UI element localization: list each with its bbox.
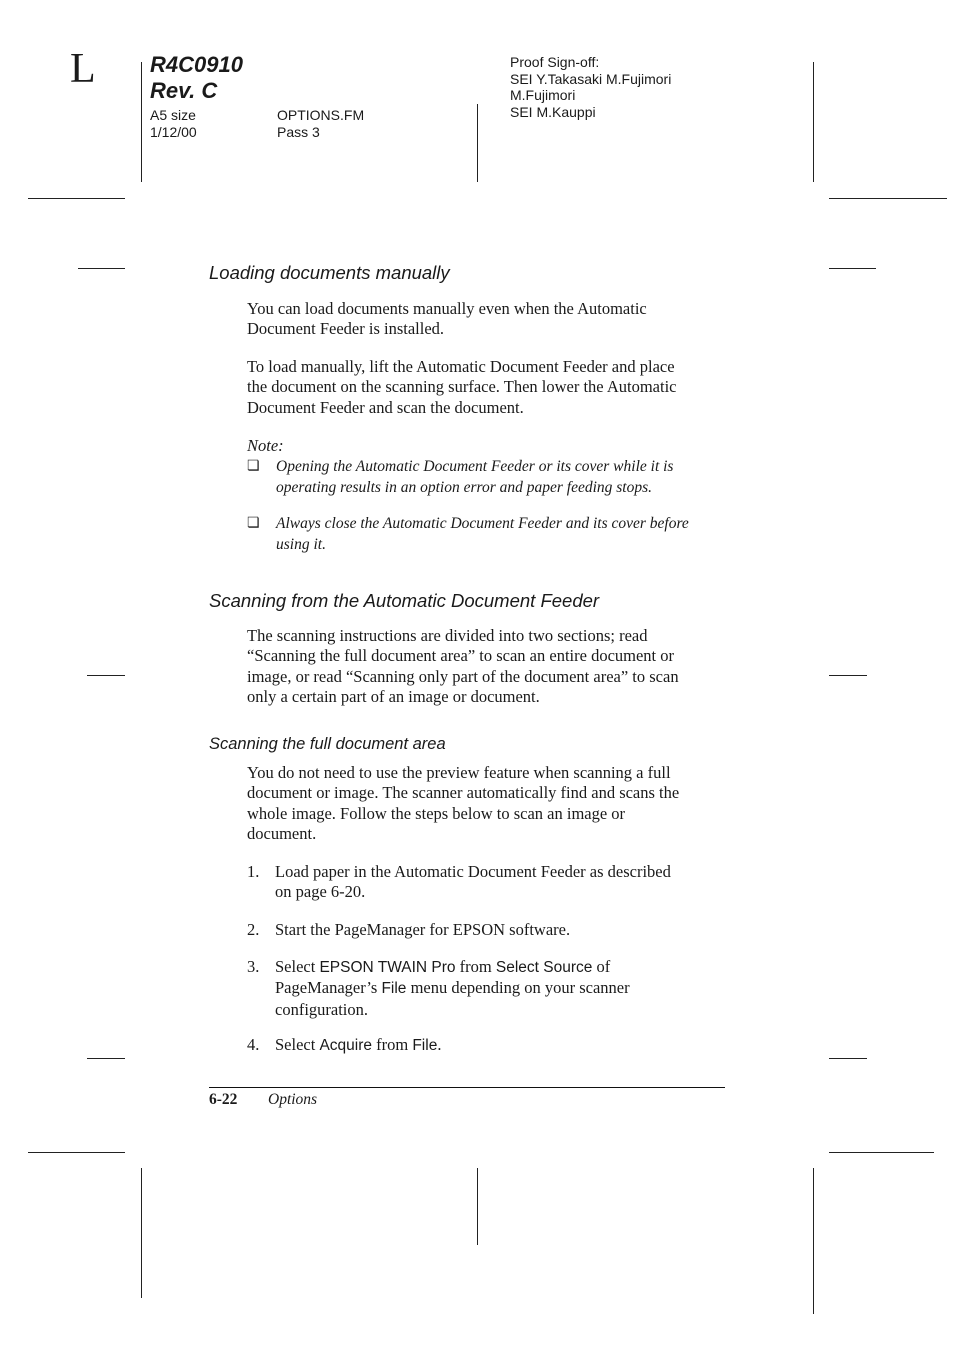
crop-mark: [829, 198, 947, 199]
pass-label: Pass 3: [277, 123, 320, 140]
crop-mark: [141, 1168, 142, 1298]
crop-mark: [829, 1152, 934, 1153]
text-line: document.: [247, 824, 317, 844]
text-line: using it.: [276, 536, 326, 553]
section-heading-loading-manually: Loading documents manually: [209, 262, 450, 283]
step-number: 1.: [247, 862, 260, 881]
crop-mark: [87, 675, 125, 676]
text-run: PageManager’s: [275, 978, 382, 998]
step-4: [247, 1035, 727, 1056]
text-line: Document Feeder is installed.: [247, 319, 445, 339]
text-line: whole image. Follow the steps below to scan an image or: [247, 803, 626, 823]
subsection-heading-full-area: Scanning the full document area: [209, 735, 446, 753]
text-line: “Scanning the full document area” to scan an entire document or: [247, 646, 675, 666]
crop-mark: [829, 268, 876, 269]
text-line: only a certain part of an image or document.: [247, 687, 540, 707]
text-line: [275, 978, 727, 999]
crop-mark: [829, 675, 867, 676]
crop-mark: [78, 268, 125, 269]
ui-term-file: File: [412, 1037, 438, 1054]
step-2: [247, 920, 727, 940]
text-run: menu depending on your scanner: [406, 978, 630, 998]
text-line: Opening the Automatic Document Feeder or its cover while it is: [276, 458, 674, 475]
text-line: The scanning instructions are divided into two sections; read: [247, 626, 648, 645]
text-line: configuration.: [275, 999, 369, 1019]
ui-term-select-source: Select Source: [495, 959, 593, 976]
paragraph: [247, 357, 727, 418]
paper-size: A5 size: [150, 107, 196, 123]
text-line: You do not need to use the preview feature when scanning a full: [247, 763, 671, 782]
text-run: Select: [275, 1035, 320, 1054]
crop-mark: [141, 62, 142, 182]
text-line: Load paper in the Automatic Document Feeder as described: [275, 862, 671, 881]
step-number: 2.: [247, 920, 260, 939]
paragraph: [247, 763, 727, 845]
text-line: To load manually, lift the Automatic Document Feeder and place: [247, 357, 675, 376]
step-3: [247, 957, 727, 1020]
proof-line: SEI Y.Takasaki M.Fujimori: [510, 70, 672, 87]
text-run: from: [372, 1035, 413, 1054]
text-line: Document Feeder and scan the document.: [247, 397, 524, 417]
text-line: image, or read “Scanning only part of the document area” to scan: [247, 666, 679, 686]
crop-mark: [813, 62, 814, 182]
page-number: 6-22: [209, 1091, 238, 1108]
file-name: OPTIONS.FM: [277, 107, 365, 123]
ui-term-file: File: [381, 980, 407, 998]
text-line: [275, 957, 727, 978]
text-run: Select: [275, 957, 320, 976]
note-label: Note:: [247, 436, 284, 455]
step-number: 3.: [247, 957, 260, 976]
crop-mark: [28, 1152, 125, 1153]
crop-mark: [87, 1058, 125, 1059]
crop-mark: [477, 1168, 478, 1245]
checkbox-bullet-icon: ❏: [247, 459, 260, 474]
proof-line: M.Fujimori: [510, 87, 576, 103]
crop-mark: [28, 198, 125, 199]
text-run: .: [437, 1035, 442, 1054]
meta-mid: [277, 107, 364, 140]
corner-mark-letter: L: [70, 46, 96, 92]
text-line: operating results in an option error and paper feeding stops.: [276, 479, 653, 496]
document-revision: Rev. C: [150, 78, 218, 103]
crop-mark: [813, 1168, 814, 1314]
meta-left: [150, 107, 197, 140]
step-1: [247, 862, 727, 903]
crop-mark: [477, 104, 478, 182]
note-bullet: [247, 513, 727, 555]
text-line: Always close the Automatic Document Feeder and its cover before: [276, 515, 689, 532]
text-line: You can load documents manually even when the Automatic: [247, 299, 647, 318]
doc-date: 1/12/00: [150, 123, 197, 140]
note-bullet: [247, 456, 727, 498]
ui-term-epson-twain-pro: EPSON TWAIN Pro: [319, 959, 456, 976]
text-run: of: [592, 957, 611, 976]
section-heading-scanning-adf: Scanning from the Automatic Document Feeder: [209, 590, 600, 611]
paragraph: [247, 626, 727, 708]
proof-line: Proof Sign-off:: [510, 54, 600, 70]
checkbox-bullet-icon: ❏: [247, 516, 260, 531]
step-number: 4.: [247, 1035, 260, 1054]
text-line: on page 6-20.: [275, 882, 366, 902]
ui-term-acquire: Acquire: [319, 1037, 373, 1054]
crop-mark: [829, 1058, 867, 1059]
text-line: Start the PageManager for EPSON software.: [275, 920, 571, 939]
text-run: from: [455, 957, 496, 976]
document-code-line1: R4C0910: [150, 52, 243, 77]
paragraph: [247, 299, 727, 340]
text-line: the document on the scanning surface. Then lower the Automatic: [247, 377, 677, 397]
proof-line: SEI M.Kauppi: [510, 103, 596, 120]
footer-rule: [209, 1087, 725, 1088]
text-line: document or image. The scanner automatically find and scans the: [247, 783, 680, 803]
document-code: [150, 52, 243, 104]
text-line: [275, 1035, 727, 1056]
chapter-title: Options: [268, 1091, 318, 1108]
proof-signoff: [510, 54, 671, 120]
